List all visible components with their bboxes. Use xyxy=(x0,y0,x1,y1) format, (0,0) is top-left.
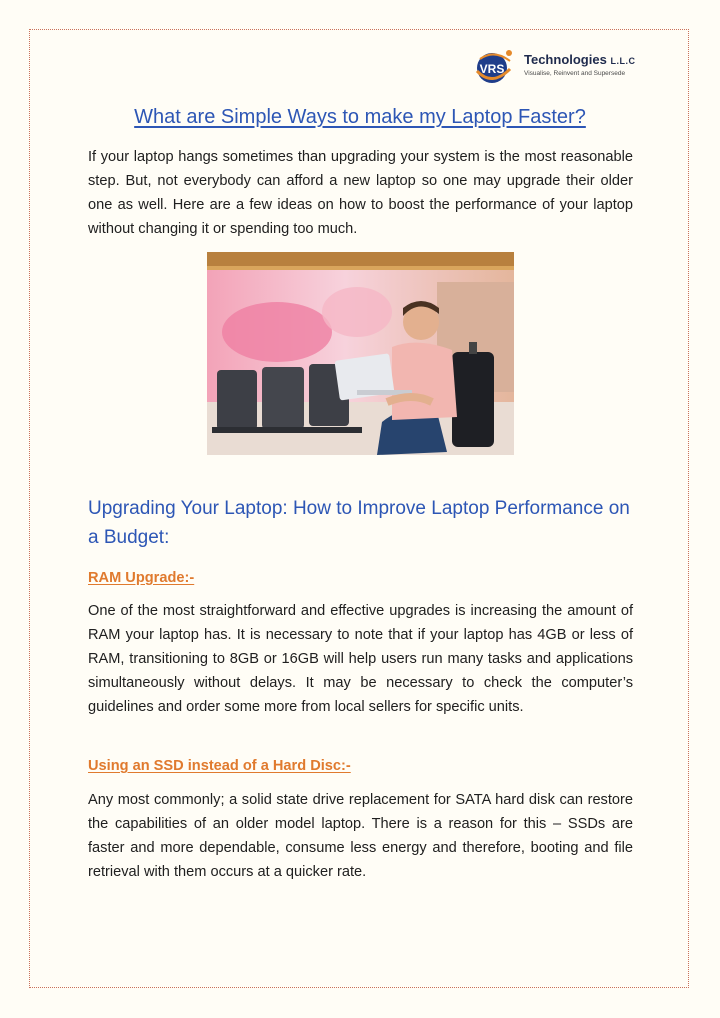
logo-name-text: Technologies xyxy=(524,52,607,67)
vrs-logo-mark xyxy=(470,47,520,87)
page-title: What are Simple Ways to make my Laptop Faster? xyxy=(134,106,586,128)
section-heading: Upgrading Your Laptop: How to Improve Laptop Performance on a Budget: xyxy=(88,498,630,548)
logo-company-name xyxy=(524,52,635,67)
ram-upgrade-paragraph: One of the most straightforward and effective upgrades is increasing the amount of RAM your laptop has. It is necessary to note that if your laptop has 4GB or less of RAM, transitioning to 8GB or 16GB will help users run many tasks and applications simultaneously without delays. It may be necessary to check the computer’s guidelines and order some more from local sellers for specific units. xyxy=(88,603,633,715)
subheading-ram-upgrade: RAM Upgrade:- xyxy=(88,570,195,586)
man-with-laptop-illustration xyxy=(207,252,514,455)
ssd-paragraph: Any most commonly; a solid state drive replacement for SATA hard disk can restore the capabilities of an older model laptop. There is a reason for this – SSDs are faster and more dependable, consume less energy and therefore, booting and file retrieval with them occurs at a quicker rate. xyxy=(88,792,633,880)
logo-suffix: L.L.C xyxy=(610,56,636,66)
company-logo xyxy=(470,47,645,87)
subheading-ssd: Using an SSD instead of a Hard Disc:- xyxy=(88,758,351,774)
logo-tagline: Visualise, Reinvent and Supersede xyxy=(524,70,626,77)
article-photo xyxy=(207,252,514,455)
logo-mark-text: VRS xyxy=(479,62,505,76)
intro-paragraph: If your laptop hangs sometimes than upgrading your system is the most reasonable step. But, not everybody can afford a new laptop so one may upgrade their older one as well. Here are a few ideas on how to boost the performance of your laptop without changing it or spending too much. xyxy=(88,149,633,237)
